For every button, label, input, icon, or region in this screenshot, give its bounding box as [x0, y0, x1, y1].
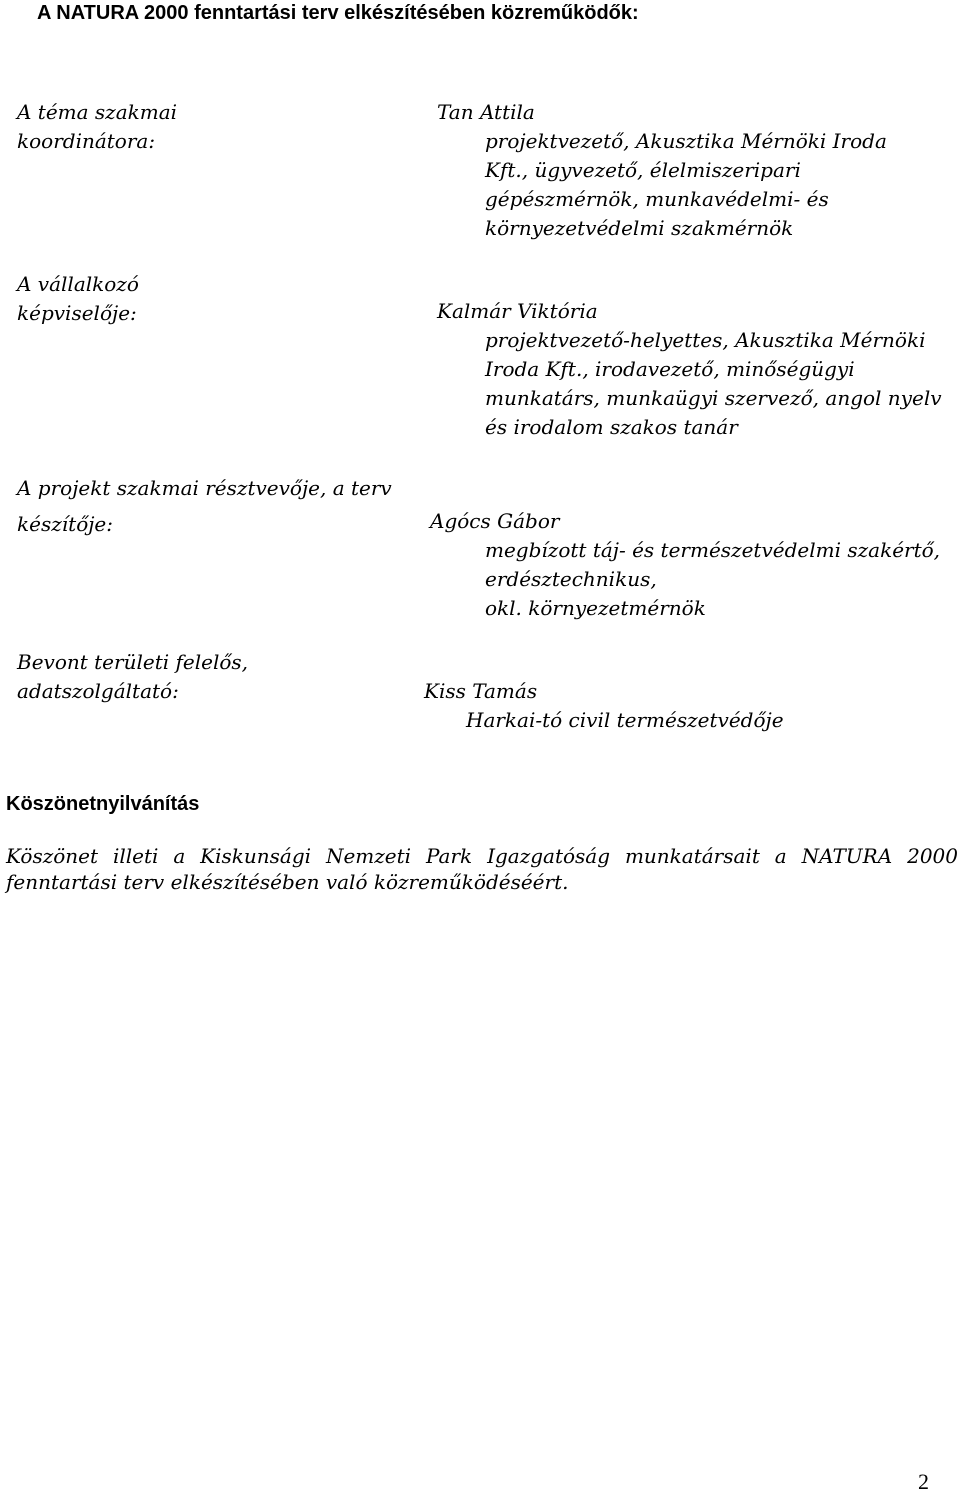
role-label-author — [17, 470, 392, 542]
person-desc-author — [485, 536, 940, 623]
desc-line: megbízott táj- és természetvédelmi szakértő, — [485, 538, 941, 562]
role-label-line: A projekt szakmai résztvevője, a terv — [17, 476, 392, 500]
person-desc-data-provider — [466, 706, 784, 735]
desc-line: Iroda Kft., irodavezető, minőségügyi — [485, 357, 855, 381]
role-label-coordinator — [17, 98, 177, 156]
person-name-author: Agócs Gábor — [430, 509, 560, 533]
role-label-representative — [17, 270, 139, 328]
desc-line: Kft., ügyvezető, élelmiszeripari — [485, 158, 801, 182]
role-label-line: adatszolgáltató: — [17, 679, 179, 703]
desc-line: projektvezető-helyettes, Akusztika Mérnöki — [485, 328, 926, 352]
page-title: A NATURA 2000 fenntartási terv elkészítésében közreműködők: — [37, 2, 639, 24]
page-number: 2 — [918, 1469, 929, 1494]
desc-line: projektvezető, Akusztika Mérnöki Iroda — [485, 129, 887, 153]
desc-line: és irodalom szakos tanár — [485, 415, 738, 439]
desc-line: gépészmérnök, munkavédelmi- és — [485, 187, 829, 211]
desc-line: környezetvédelmi szakmérnök — [485, 216, 794, 240]
person-name-data-provider: Kiss Tamás — [424, 679, 538, 703]
role-label-data-provider — [17, 648, 248, 706]
acknowledgement-text: Köszönet illeti a Kiskunsági Nemzeti Park Igazgatóság munkatársait a NATURA 2000 fenntartási terv elkészítésében való közreműködéséért. — [6, 844, 958, 894]
person-desc-representative — [485, 326, 942, 442]
desc-line: erdésztechnikus, — [485, 567, 657, 591]
role-label-line: Bevont területi felelős, — [17, 650, 249, 674]
role-label-line: A vállalkozó — [17, 272, 139, 296]
person-desc-coordinator — [485, 127, 887, 243]
person-name-representative: Kalmár Viktória — [437, 299, 598, 323]
role-label-line: készítője: — [17, 512, 114, 536]
role-label-line: A téma szakmai — [17, 100, 178, 124]
role-label-line: koordinátora: — [17, 129, 156, 153]
role-label-line: képviselője: — [17, 301, 137, 325]
desc-line: Harkai-tó civil természetvédője — [466, 708, 784, 732]
person-name-coordinator: Tan Attila — [437, 100, 535, 124]
acknowledgement-heading: Köszönetnyilvánítás — [6, 793, 200, 815]
desc-line: okl. környezetmérnök — [485, 596, 706, 620]
desc-line: munkatárs, munkaügyi szervező, angol nyelv — [485, 386, 942, 410]
